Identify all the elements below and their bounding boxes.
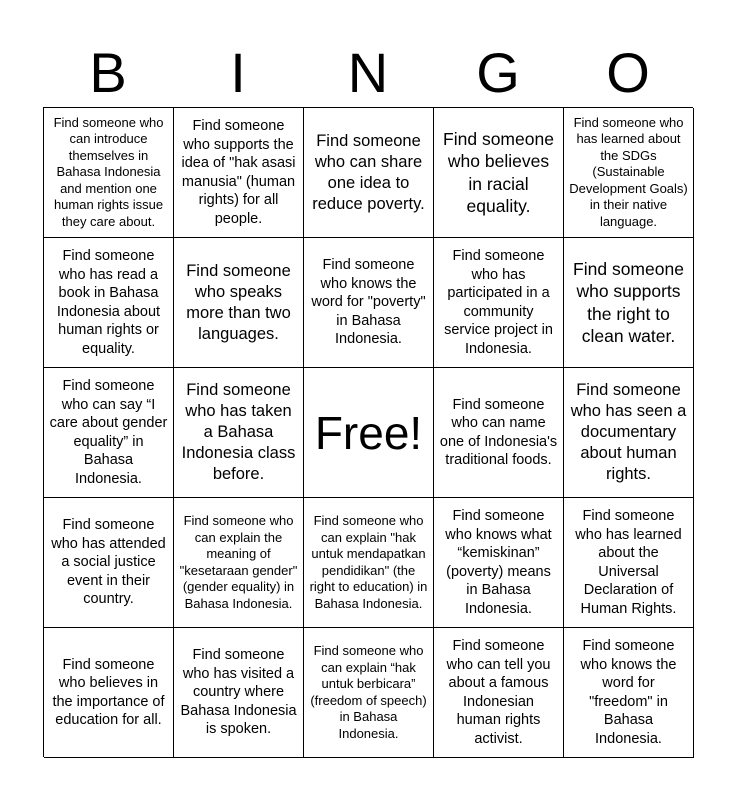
cell-text: Find someone who knows what “kemiskinan” (poverty) means in Bahasa Indonesia. (445, 508, 552, 617)
bingo-cell (564, 368, 694, 498)
header-letter-g: G (476, 41, 520, 104)
bingo-cell (304, 628, 434, 758)
header-letter-n: N (347, 41, 389, 104)
bingo-cell (44, 628, 174, 758)
bingo-cell (174, 368, 304, 498)
bingo-cell (304, 498, 434, 628)
cell-text: Find someone who knows the word for "freedom" in Bahasa Indonesia. (580, 638, 677, 747)
bingo-cell (44, 108, 174, 238)
bingo-cell (434, 368, 564, 498)
cell-text: Find someone who can share one idea to reduce poverty. (312, 131, 425, 213)
cell-text: Find someone who can explain "hak untuk mendapatkan pendidikan" (the right to education) in Bahasa Indonesia. (309, 513, 428, 611)
cell-text: Find someone who has visited a country where Bahasa Indonesia is spoken. (180, 647, 297, 738)
cell-text: Find someone who has participated in a community service project in Indonesia. (444, 248, 553, 357)
bingo-cell (44, 498, 174, 628)
header-letter-i: I (230, 41, 246, 104)
cell-text: Find someone who can name one of Indonesia's traditional foods. (439, 396, 558, 468)
cell-text: Find someone who has seen a documentary about human rights. (570, 381, 687, 483)
cell-text: Find someone who can introduce themselves in Bahasa Indonesia and mention one human rights issue they care about. (53, 114, 164, 229)
bingo-cell (434, 238, 564, 368)
bingo-cell (564, 108, 694, 238)
cell-text: Find someone who knows the word for "poverty" in Bahasa Indonesia. (311, 257, 426, 348)
bingo-cell (564, 498, 694, 628)
bingo-cell (434, 498, 564, 628)
cell-text: Find someone who can tell you about a famous Indonesian human rights activist. (446, 638, 551, 747)
header-letter-o: O (606, 41, 650, 104)
bingo-cell (174, 108, 304, 238)
bingo-cell (44, 368, 174, 498)
cell-text: Find someone who supports the right to clean water. (573, 258, 684, 346)
free-space (304, 368, 434, 498)
bingo-cell (44, 238, 174, 368)
bingo-cell (564, 628, 694, 758)
cell-text: Find someone who speaks more than two languages. (186, 261, 291, 343)
cell-text: Find someone who has taken a Bahasa Indonesia class before. (181, 381, 296, 483)
cell-text: Find someone who has learned about the Universal Declaration of Human Rights. (575, 508, 682, 617)
cell-text: Find someone who supports the idea of "hak asasi manusia" (human rights) for all people. (181, 118, 296, 227)
bingo-cell (174, 628, 304, 758)
bingo-cell (434, 628, 564, 758)
cell-text: Find someone who can explain “hak untuk berbicara” (freedom of speech) in Bahasa Indonesia. (310, 643, 427, 741)
bingo-cell (564, 238, 694, 368)
cell-text: Find someone who believes in racial equality. (443, 128, 554, 216)
cell-text: Find someone who believes in the importance of education for all. (52, 656, 165, 728)
bingo-cell (174, 238, 304, 368)
cell-text: Find someone who can explain the meaning of "kesetaraan gender" (gender equality) in Bahasa Indonesia. (179, 513, 298, 611)
bingo-header (0, 38, 736, 108)
bingo-cell (304, 108, 434, 238)
bingo-cell (174, 498, 304, 628)
cell-text: Find someone who has learned about the SDGs (Sustainable Development Goals) in their native language. (569, 114, 688, 229)
header-letter-b: B (89, 41, 127, 104)
bingo-grid (43, 107, 693, 757)
bingo-cell (304, 238, 434, 368)
cell-text: Find someone who has attended a social justice event in their country. (51, 517, 166, 608)
cell-text: Find someone who has read a book in Bahasa Indonesia about human rights or equality. (56, 248, 161, 357)
bingo-cell (434, 108, 564, 238)
cell-text: Find someone who can say “I care about gender equality” in Bahasa Indonesia. (49, 378, 168, 487)
free-text: Free! (314, 406, 423, 459)
